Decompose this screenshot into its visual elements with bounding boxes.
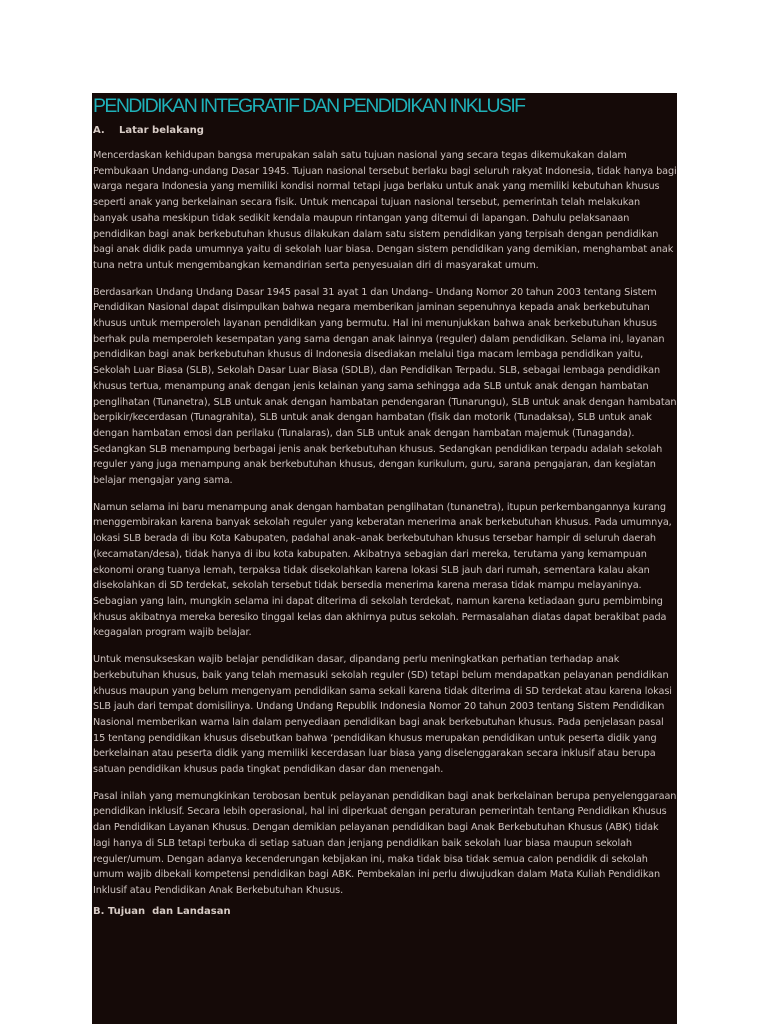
section-number: A. bbox=[93, 125, 105, 136]
document-title: PENDIDIKAN INTEGRATIF DAN PENDIDIKAN INKLUSIF bbox=[93, 95, 525, 117]
paragraph-2: Berdasarkan Undang Undang Dasar 1945 pasal 31 ayat 1 dan Undang– Undang Nomor 20 tahun 2003 tentang Sistem Pendidikan Nasional dapat disimpulkan bahwa negara memberikan jaminan sepenuhnya kepada anak berkebutuhan khusus untuk memperoleh layanan pendidikan yang bermutu. Hal ini menunjukkan bahwa anak berkebutuhan khusus berhak pula memperoleh kesempatan yang sama dengan anak lainnya (reguler) dalam pendidikan. Selama ini, layanan pendidikan bagi anak berkebutuhan khusus di Indonesia disediakan melalui tiga macam lembaga pendidikan yaitu, Sekolah Luar Biasa (SLB), Sekolah Dasar Luar Biasa (SDLB), dan Pendidikan Terpadu. SLB, sebagai lembaga pendidikan khusus tertua, menampung anak dengan jenis kelainan yang sama sehingga ada SLB untuk anak dengan hambatan penglihatan (Tunanetra), SLB untuk anak dengan hambatan pendengaran (Tunarungu), SLB untuk anak dengan hambatan berpikir/kecerdasan (Tunagrahita), SLB untuk anak dengan hambatan (fisik dan motorik (Tunadaksa), SLB untuk anak dengan hambatan emosi dan perilaku (Tunalaras), dan SLB untuk anak dengan hambatan majemuk (Tunaganda). Sedangkan SLB menampung berbagai jenis anak berkebutuhan khusus. Sedangkan pendidikan terpadu adalah sekolah reguler yang juga menampung anak berkebutuhan khusus, dengan kurikulum, guru, sarana pengajaran, dan kegiatan belajar mengajar yang sama. bbox=[93, 286, 677, 487]
paragraph-1: Mencerdaskan kehidupan bangsa merupakan salah satu tujuan nasional yang secara tegas dikemukakan dalam Pembukaan Undang-undang Dasar 1945. Tujuan nasional tersebut berlaku bagi seluruh rakyat Indonesia, tidak hanya bagi warga negara Indonesia yang memiliki kondisi normal tetapi juga berlaku untuk anak yang memiliki kebutuhan khusus seperti anak yang berkelainan secara fisik. Untuk mencapai tujuan nasional tersebut, pemerintah telah melakukan banyak usaha meskipun tidak sedikit kendala maupun rintangan yang ditemui di lapangan. Dahulu pelaksanaan pendidikan bagi anak berkebutuhan khusus dilakukan dalam satu sistem pendidikan yang terpisah dengan pendidikan bagi anak didik pada umumnya yaitu di sekolah luar biasa. Dengan sistem pendidikan yang demikian, menghambat anak tuna netra untuk mengembangkan kemandirian serta penyesuaian diri di masyarakat umum. bbox=[93, 150, 677, 271]
paragraph-5: Pasal inilah yang memungkinkan terobosan bentuk pelayanan pendidikan bagi anak berkelainan berupa penyelenggaraan pendidikan inklusif. Secara lebih operasional, hal ini diperkuat dengan peraturan pemerintah tentang Pendidikan Khusus dan Pendidikan Layanan Khusus. Dengan demikian pelayanan pendidikan bagi Anak Berkebutuhan Khusus (ABK) tidak lagi hanya di SLB tetapi terbuka di setiap satuan dan jenjang pendidikan baik sekolah luar biasa maupun sekolah reguler/umum. Dengan adanya kecenderungan kebijakan ini, maka tidak bisa tidak semua calon pendidik di sekolah umum wajib dibekali kompetensi pendidikan bagi ABK. Pembekalan ini perlu diwujudkan dalam Mata Kuliah Pendidikan Inklusif atau Pendidikan Anak Berkebutuhan Khusus. bbox=[93, 790, 677, 896]
document-page bbox=[92, 93, 677, 1024]
section-label: Latar belakang bbox=[119, 125, 204, 136]
paragraph-3: Namun selama ini baru menampung anak dengan hambatan penglihatan (tunanetra), itupun perkembangannya kurang menggembirakan karena banyak sekolah reguler yang keberatan menerima anak berkebutuhan khusus. Pada umumnya, lokasi SLB berada di ibu Kota Kabupaten, padahal anak–anak berkebutuhan khusus tersebar hampir di seluruh daerah (kecamatan/desa), tidak hanya di ibu kota kabupaten. Akibatnya sebagian dari mereka, terutama yang kemampuan ekonomi orang tuanya lemah, terpaksa tidak disekolahkan karena lokasi SLB jauh dari rumah, sementara kalau akan disekolahkan di SD terdekat, sekolah tersebut tidak bersedia menerima karena merasa tidak mampu melayaninya. Sebagian yang lain, mungkin selama ini dapat diterima di sekolah terdekat, namun karena ketiadaan guru pembimbing khusus akibatnya mereka beresiko tinggal kelas dan akhirnya putus sekolah. Permasalahan diatas dapat berakibat pada kegagalan program wajib belajar. bbox=[93, 501, 672, 639]
section-heading-tujuan-landasan: B. Tujuan dan Landasan bbox=[93, 905, 231, 917]
paragraph-4: Untuk mensukseskan wajib belajar pendidikan dasar, dipandang perlu meningkatkan perhatian terhadap anak berkebutuhan khusus, baik yang telah memasuki sekolah reguler (SD) tetapi belum mendapatkan pelayanan pendidikan khusus maupun yang belum mengenyam pendidikan sama sekali karena tidak diterima di SD terdekat atau karena lokasi SLB jauh dari tempat domisilinya. Undang Undang Republik Indonesia Nomor 20 tahun 2003 tentang Sistem Pendidikan Nasional memberikan warna lain dalam penyediaan pendidikan bagi anak berkebutuhan khusus. Pada penjelasan pasal 15 tentang pendidikan khusus disebutkan bahwa ‘pendidikan khusus merupakan pendidikan untuk peserta didik yang berkelainan atau peserta didik yang memiliki kecerdasan luar biasa yang diselenggarakan secara inklusif atau berupa satuan pendidikan khusus pada tingkat pendidikan dasar dan menengah. bbox=[93, 654, 672, 776]
section-heading-latar-belakang bbox=[93, 125, 677, 137]
